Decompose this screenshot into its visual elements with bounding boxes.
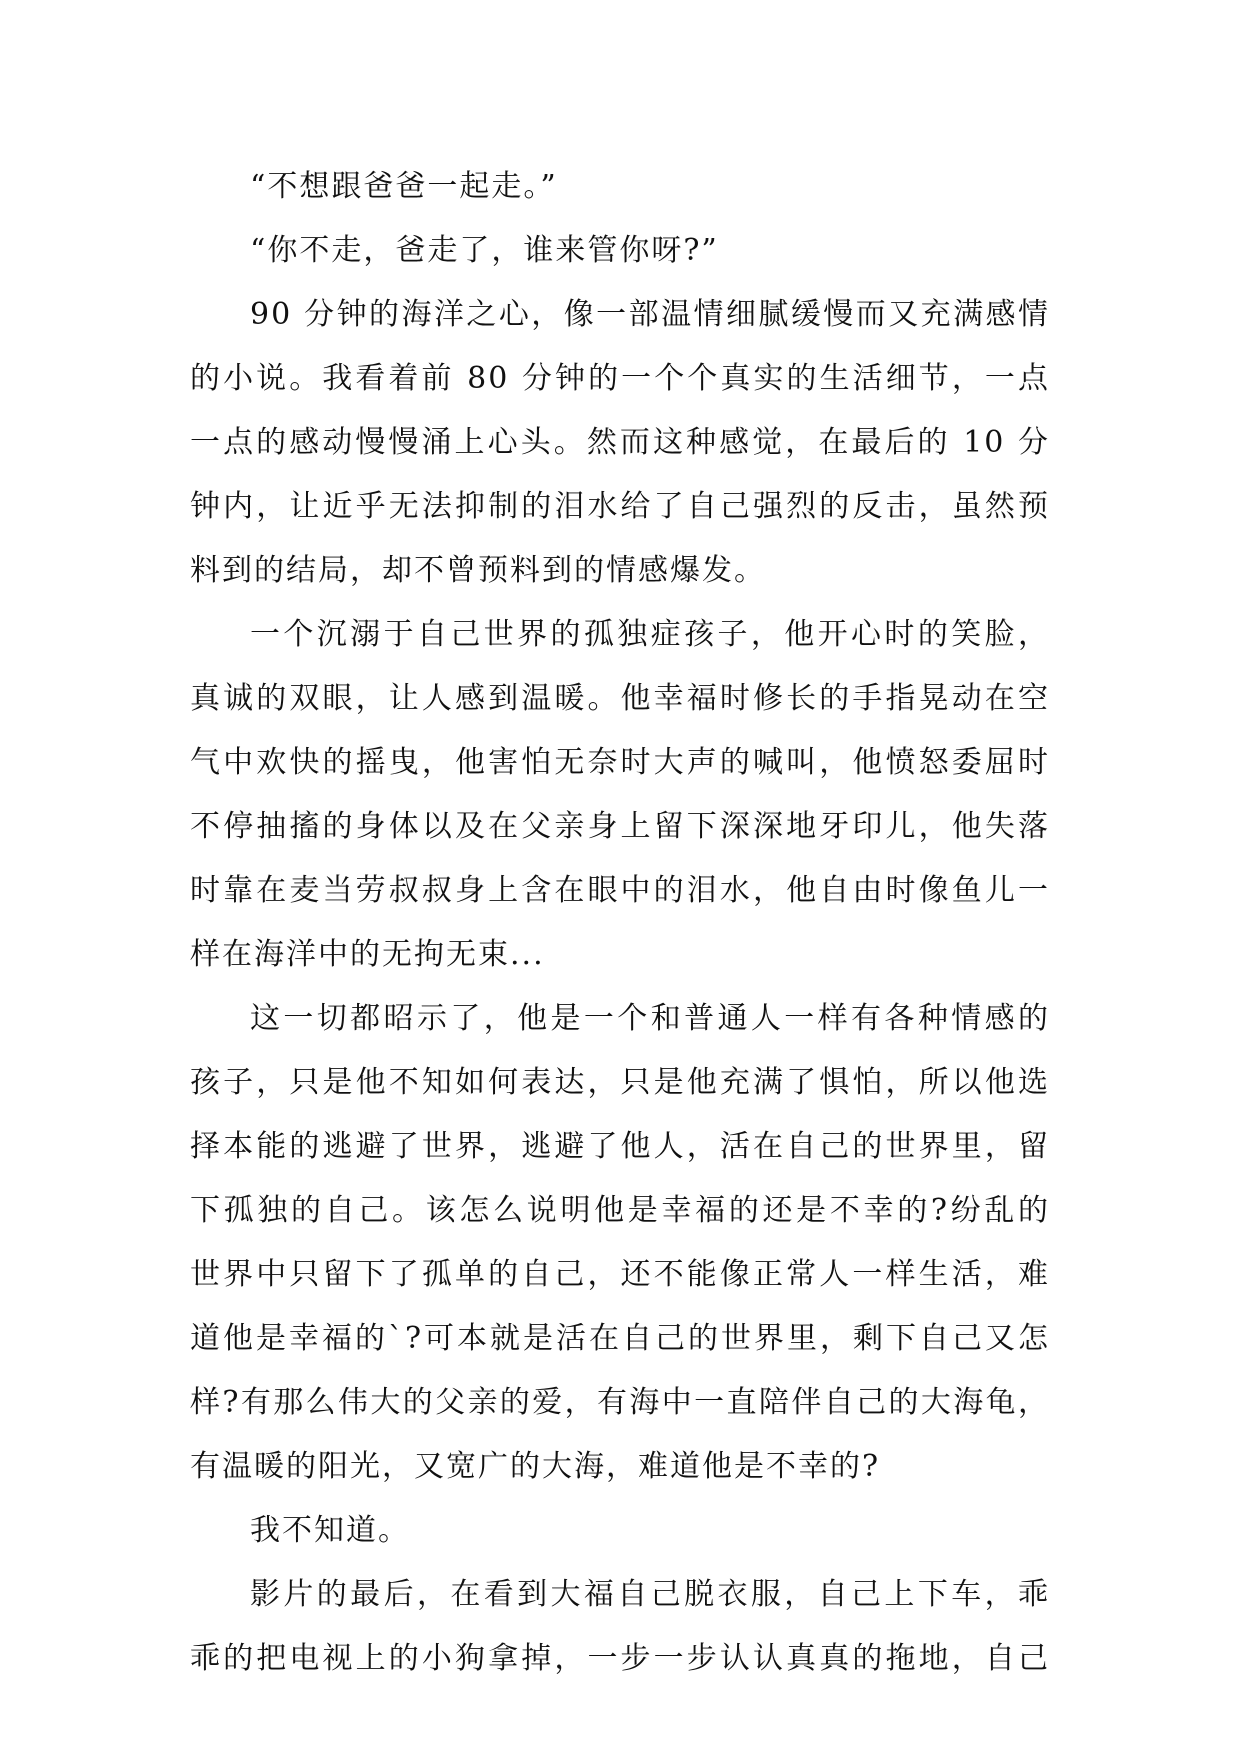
text-line: 择本能的逃避了世界，逃避了他人，活在自己的世界里，留	[190, 1129, 1050, 1164]
text-line: 影片的最后，在看到大福自己脱衣服，自己上下车，乖	[250, 1577, 1050, 1612]
text-line: 钟内，让近乎无法抑制的泪水给了自己强烈的反击，虽然预	[190, 489, 1050, 524]
text-line: 气中欢快的摇曳，他害怕无奈时大声的喊叫，他愤怒委屈时	[190, 745, 1050, 780]
text-line: 一点的感动慢慢涌上心头。然而这种感觉，在最后的 10 分	[190, 425, 1050, 460]
text-line: 孩子，只是他不知如何表达，只是他充满了惧怕，所以他选	[190, 1065, 1050, 1100]
text-line: 时靠在麦当劳叔叔身上含在眼中的泪水，他自由时像鱼儿一	[190, 873, 1050, 908]
text-line: 一个沉溺于自己世界的孤独症孩子，他开心时的笑脸，	[250, 617, 1050, 652]
text-line: 样?有那么伟大的父亲的爱，有海中一直陪伴自己的大海龟，	[190, 1385, 1050, 1420]
text-line: 世界中只留下了孤单的自己，还不能像正常人一样生活，难	[190, 1257, 1050, 1292]
text-line: 道他是幸福的`?可本就是活在自己的世界里，剩下自己又怎	[190, 1321, 1050, 1356]
text-line: 有温暖的阳光，又宽广的大海，难道他是不幸的?	[190, 1449, 881, 1484]
text-line: 不停抽搐的身体以及在父亲身上留下深深地牙印儿，他失落	[190, 809, 1050, 844]
text-line: 我不知道。	[250, 1513, 410, 1548]
text-line: “你不走，爸走了，谁来管你呀?”	[250, 233, 719, 268]
text-line: “不想跟爸爸一起走。”	[250, 169, 558, 204]
body-text	[190, 155, 1050, 1691]
text-line: 下孤独的自己。该怎么说明他是幸福的还是不幸的?纷乱的	[190, 1193, 1050, 1228]
text-line: 90 分钟的海洋之心，像一部温情细腻缓慢而又充满感情	[250, 297, 1050, 332]
text-line: 料到的结局，却不曾预料到的情感爆发。	[190, 553, 766, 588]
text-line: 这一切都昭示了，他是一个和普通人一样有各种情感的	[250, 1001, 1050, 1036]
text-line: 乖的把电视上的小狗拿掉，一步一步认认真真的拖地，自己	[190, 1641, 1050, 1676]
text-line: 样在海洋中的无拘无束...	[190, 937, 545, 972]
text-line: 的小说。我看着前 80 分钟的一个个真实的生活细节，一点	[190, 361, 1050, 396]
text-line: 真诚的双眼，让人感到温暖。他幸福时修长的手指晃动在空	[190, 681, 1050, 716]
